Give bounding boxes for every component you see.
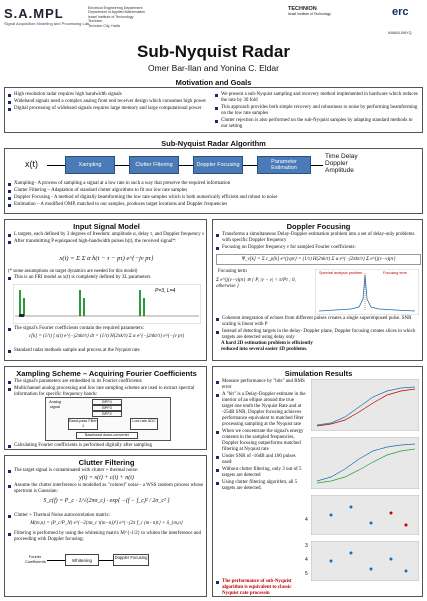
doppler-equation: Ψ_ν[k] = Σ c_p[k] e^{jνpτ} = (1/τ) H(2πk/τ) Σ α e^{−j2πkτ/τ} Σ e^{j(ν−ν)pτ} bbox=[216, 254, 421, 265]
focusing-term-plot bbox=[315, 269, 419, 315]
simulation-plot-3 bbox=[311, 495, 419, 535]
fourier-equation: c[k] = (1/τ) ∫ x(t) e^{−j2πkt/τ} dt = (1/τ) H(2πk/τ) Σ α e^{−j2πkτ/τ} e^{−jν pτ} bbox=[28, 334, 185, 339]
algorithm-title: Sub-Nyquist Radar Algorithm bbox=[161, 139, 266, 148]
algorithm-note: Doppler Focusing - A method of digitally beamforming the low rate samples which is both numerically efficient and robust to noise bbox=[8, 195, 418, 201]
algorithm-note: Clutter Filtering – Adaptation of standard clutter algorithms to fit our low rate samples bbox=[8, 188, 418, 194]
side-number: 4 bbox=[305, 557, 308, 563]
simulation-title: Simulation Results bbox=[284, 369, 353, 378]
department-lines bbox=[88, 6, 145, 28]
grant-number: 646804-BNYQ bbox=[388, 31, 412, 35]
simulation-plot-2 bbox=[311, 437, 419, 489]
xampling-title: Xampling Scheme – Acquiring Fourier Coefficients bbox=[16, 369, 197, 378]
bpf-block: BPF3 bbox=[92, 405, 122, 411]
fri-note: This is an FRI model as x(t) is completely defined by 3L parameters bbox=[8, 275, 205, 282]
clutter-title: Clutter Filtering bbox=[78, 458, 135, 467]
motivation-right-list bbox=[215, 92, 420, 131]
clutter-equation-2: S_c(f) = P_c · 1/√(2πσ_c) · exp{ −(f − f_c)² / 2σ_c² } bbox=[43, 498, 170, 504]
doppler-highlight: A hard 2D estimation problem is efficiently reduced into several easier 1D problems. bbox=[221, 341, 313, 352]
doppler-block: Doppler Focusing bbox=[193, 156, 243, 174]
algorithm-box bbox=[4, 148, 423, 214]
sampl-logo: S.A.MPL Signal Acquisition Modeling and Processing Lab bbox=[4, 6, 90, 26]
clutter-list-3: Clutter + Thermal Noise autocorrelation matrix: bbox=[8, 513, 205, 520]
simulation-box bbox=[212, 366, 423, 597]
doppler-box bbox=[212, 219, 423, 361]
xampling-scheme-diagram bbox=[45, 397, 171, 441]
standard-methods-note: Standard radar methods sample and process at the Nyquist rate bbox=[8, 348, 205, 355]
department-line: Department of Applied Mathematics bbox=[88, 10, 145, 15]
department-line: Electrical Engineering Department bbox=[88, 6, 143, 10]
received-signal-equation: x(t) = Σ Σ α h(t − τ − pτ) e^{−jν pτ} bbox=[59, 255, 154, 262]
whitening-block: Whitening bbox=[65, 554, 99, 566]
algorithm-outputs: Time Delay Doppler Amplitude bbox=[325, 153, 358, 174]
clutter-list-2: Assume the clutter interference is modelled as "colored" noise - a WSS random process whose spectrum is Gaussian: bbox=[8, 483, 205, 496]
motivation-item: We present a sub-Nyquist sampling and recovery method implemented in hardware which reduces the rate by 30 fold bbox=[215, 92, 420, 104]
erc-logo: erc bbox=[392, 6, 409, 18]
simulation-plot-1 bbox=[311, 379, 419, 431]
simulation-item: Measure performance by "hits" and RMS error bbox=[216, 379, 306, 391]
plot-label: P=3, L=4 bbox=[155, 288, 176, 294]
algorithm-input: x(t) bbox=[25, 159, 38, 169]
motivation-item: This approach provides both simple recovery and robustness to noise by performing beamforming on the low rate samples bbox=[215, 105, 420, 117]
side-number: 3 bbox=[305, 543, 308, 549]
doppler-list-2: Coherent integration of echoes from different pulses creates a single superimposed pulse. SNR scaling is linear with P Instead of detecting targets in the delay- Doppler plane, Doppler focusing creates slices in which targets are detected using delay only bbox=[216, 316, 421, 342]
xampling-list: The signal's parameters are embedded in its Fourier coefficients Multichannel analog processing and low rate sampling scheme are used to extract spectral information for specific frequency bands: bbox=[8, 379, 205, 399]
motivation-box bbox=[4, 87, 423, 133]
low-rate-adc-block: Low rate ADC bbox=[130, 418, 158, 430]
simulation-list bbox=[216, 379, 306, 493]
xampling-last-note: Calculating Fourier coefficients is performed digitally after sampling bbox=[8, 443, 205, 450]
clutter-equation-1: y(t) = x(t) + c(t) + n(t) bbox=[79, 475, 134, 481]
doppler-focusing-block: Doppler Focusing bbox=[113, 554, 149, 566]
algorithm-note: Xampling– A process of sampling a signal at a low rate in such a way that preserve the required information bbox=[8, 181, 418, 187]
arrow-line bbox=[179, 165, 193, 166]
simulation-item: Without clutter filtering, only 3 out of 5 targets are detected bbox=[216, 467, 306, 479]
department-line: Israel Institute of Technology bbox=[88, 14, 134, 19]
algorithm-note: Estimation – A modified OMP, matched to our samples, produces target locations and Doppler frequencies bbox=[8, 202, 418, 208]
fourier-input-label: Fourier Coefficients bbox=[25, 554, 46, 564]
motivation-item: High resolution radar requires high bandwidth signals bbox=[8, 92, 208, 98]
fourier-note: The signal's Fourier coefficients contain the required parameters: bbox=[8, 326, 205, 333]
poster-title: Sub-Nyquist Radar bbox=[136, 42, 291, 61]
department-line: Technion City, Haifa bbox=[88, 23, 120, 28]
clutter-block: Clutter Filtering bbox=[129, 156, 179, 174]
focusing-term-equation: Σ e^{j(ν−ν)pτ} ≅ { P, |ν − ν| < π/Pτ ; 0, otherwise } bbox=[216, 278, 296, 289]
algorithm-notes bbox=[8, 181, 418, 209]
motivation-item: Digital processing of wideband signals requires large memory and large computational power bbox=[8, 106, 208, 112]
simulation-conclusion: The performance of sub-Nyquist algorithm is equivalent to classic Nyquist rate processin bbox=[216, 579, 308, 598]
side-number: 5 bbox=[305, 571, 308, 577]
plot-left-caption: Spectral analysis problem bbox=[319, 271, 363, 275]
baseband-downconverter-block: Baseband down-converter bbox=[76, 432, 138, 439]
department-line: Technion bbox=[88, 19, 103, 24]
simulation-item: Using clutter filtering algorithm, all 5 targets are detected. bbox=[216, 480, 306, 492]
arrow-line bbox=[243, 165, 257, 166]
simulation-item: When we concentrate the signal's energy contents in the sampled frequencies, Doppler focusing outperforms matched filtering at Nyquist rate bbox=[216, 429, 306, 453]
analog-signal-label: Analog signal bbox=[49, 400, 61, 409]
plot-right-caption: Focusing term bbox=[383, 271, 408, 275]
arrow-line bbox=[115, 165, 129, 166]
simulation-plot-4 bbox=[311, 541, 419, 581]
doppler-list: Transforms a simultaneous Delay-Doppler estimation problem into a set of delay-only problems with specific Doppler frequency Focusing on Doppler frequency ν for sampled Fourier coefficients: bbox=[216, 232, 421, 252]
motivation-title: Motivation and Goals bbox=[175, 78, 252, 87]
clutter-list-4: Filtering is performed by using the whitening matrix M^{-1/2} to whiten the interference and proceeding with Doppler focusing: bbox=[8, 531, 205, 544]
arrow-line bbox=[47, 560, 65, 561]
technion-logo: TECHNION Israel Institute of Technology bbox=[288, 6, 331, 16]
input-model-title: Input Signal Model bbox=[73, 222, 140, 231]
bpf-block: BPF2 bbox=[92, 411, 122, 417]
doppler-title: Doppler Focusing bbox=[286, 222, 351, 231]
input-model-list: L targets, each defined by 3 degrees of freedom: amplitude α, delay τ, and Doppler frequency ν After transmitting P equispaced high-bandwidth pulses h(t), the received signal*: bbox=[8, 232, 205, 246]
clutter-box bbox=[4, 455, 207, 597]
simulation-item: A "hit" is a Delay-Doppler estimate in the interior of an ellipse around the true target one tenth the Nyquist Rate and at -25dB SNR, Doppler focusing achieves performance equivalent to matched filter processing sampling at the Nyquist rate bbox=[216, 392, 306, 428]
xampling-block: Xampling bbox=[65, 156, 115, 174]
xampling-box bbox=[4, 366, 207, 450]
assumption-note: (* some assumptions on target dynamics are needed for this model) bbox=[8, 269, 138, 274]
motivation-left-list bbox=[8, 92, 208, 113]
bandpass-filter-block: Band-pass Filter 1 bbox=[68, 418, 98, 430]
side-number: 4 bbox=[305, 517, 308, 523]
arrow-line bbox=[47, 165, 65, 166]
motivation-item: Wideband signals need a complex analog front end receiver design which consumes high power bbox=[8, 99, 208, 105]
arrow-line bbox=[311, 165, 323, 166]
arrow-line bbox=[99, 560, 113, 561]
clutter-list-1: The target signal is contaminated with clutter + thermal noise: bbox=[8, 468, 205, 475]
poster-authors: Omer Bar-Ilan and Yonina C. Eldar bbox=[148, 63, 279, 73]
motivation-item: Clutter rejection is also performed on the sub-Nyquist samples by adapting standard methods to our setting bbox=[215, 118, 420, 130]
estimation-block: Parameter Estimation bbox=[257, 156, 311, 174]
focusing-term-label: Focusing term bbox=[218, 269, 247, 274]
clutter-equation-3: M(m,n) = (P_c/P_N) e^{−2(πσ_c τ(m−n))²} e^{−j2π f_c (m−n)τ} + δ_{m,n} bbox=[30, 521, 183, 526]
bpf-block: BPF4 bbox=[92, 399, 122, 405]
simulation-item: Under SNR of -16dB and 100 pulses used: bbox=[216, 454, 306, 466]
input-model-box bbox=[4, 219, 207, 361]
